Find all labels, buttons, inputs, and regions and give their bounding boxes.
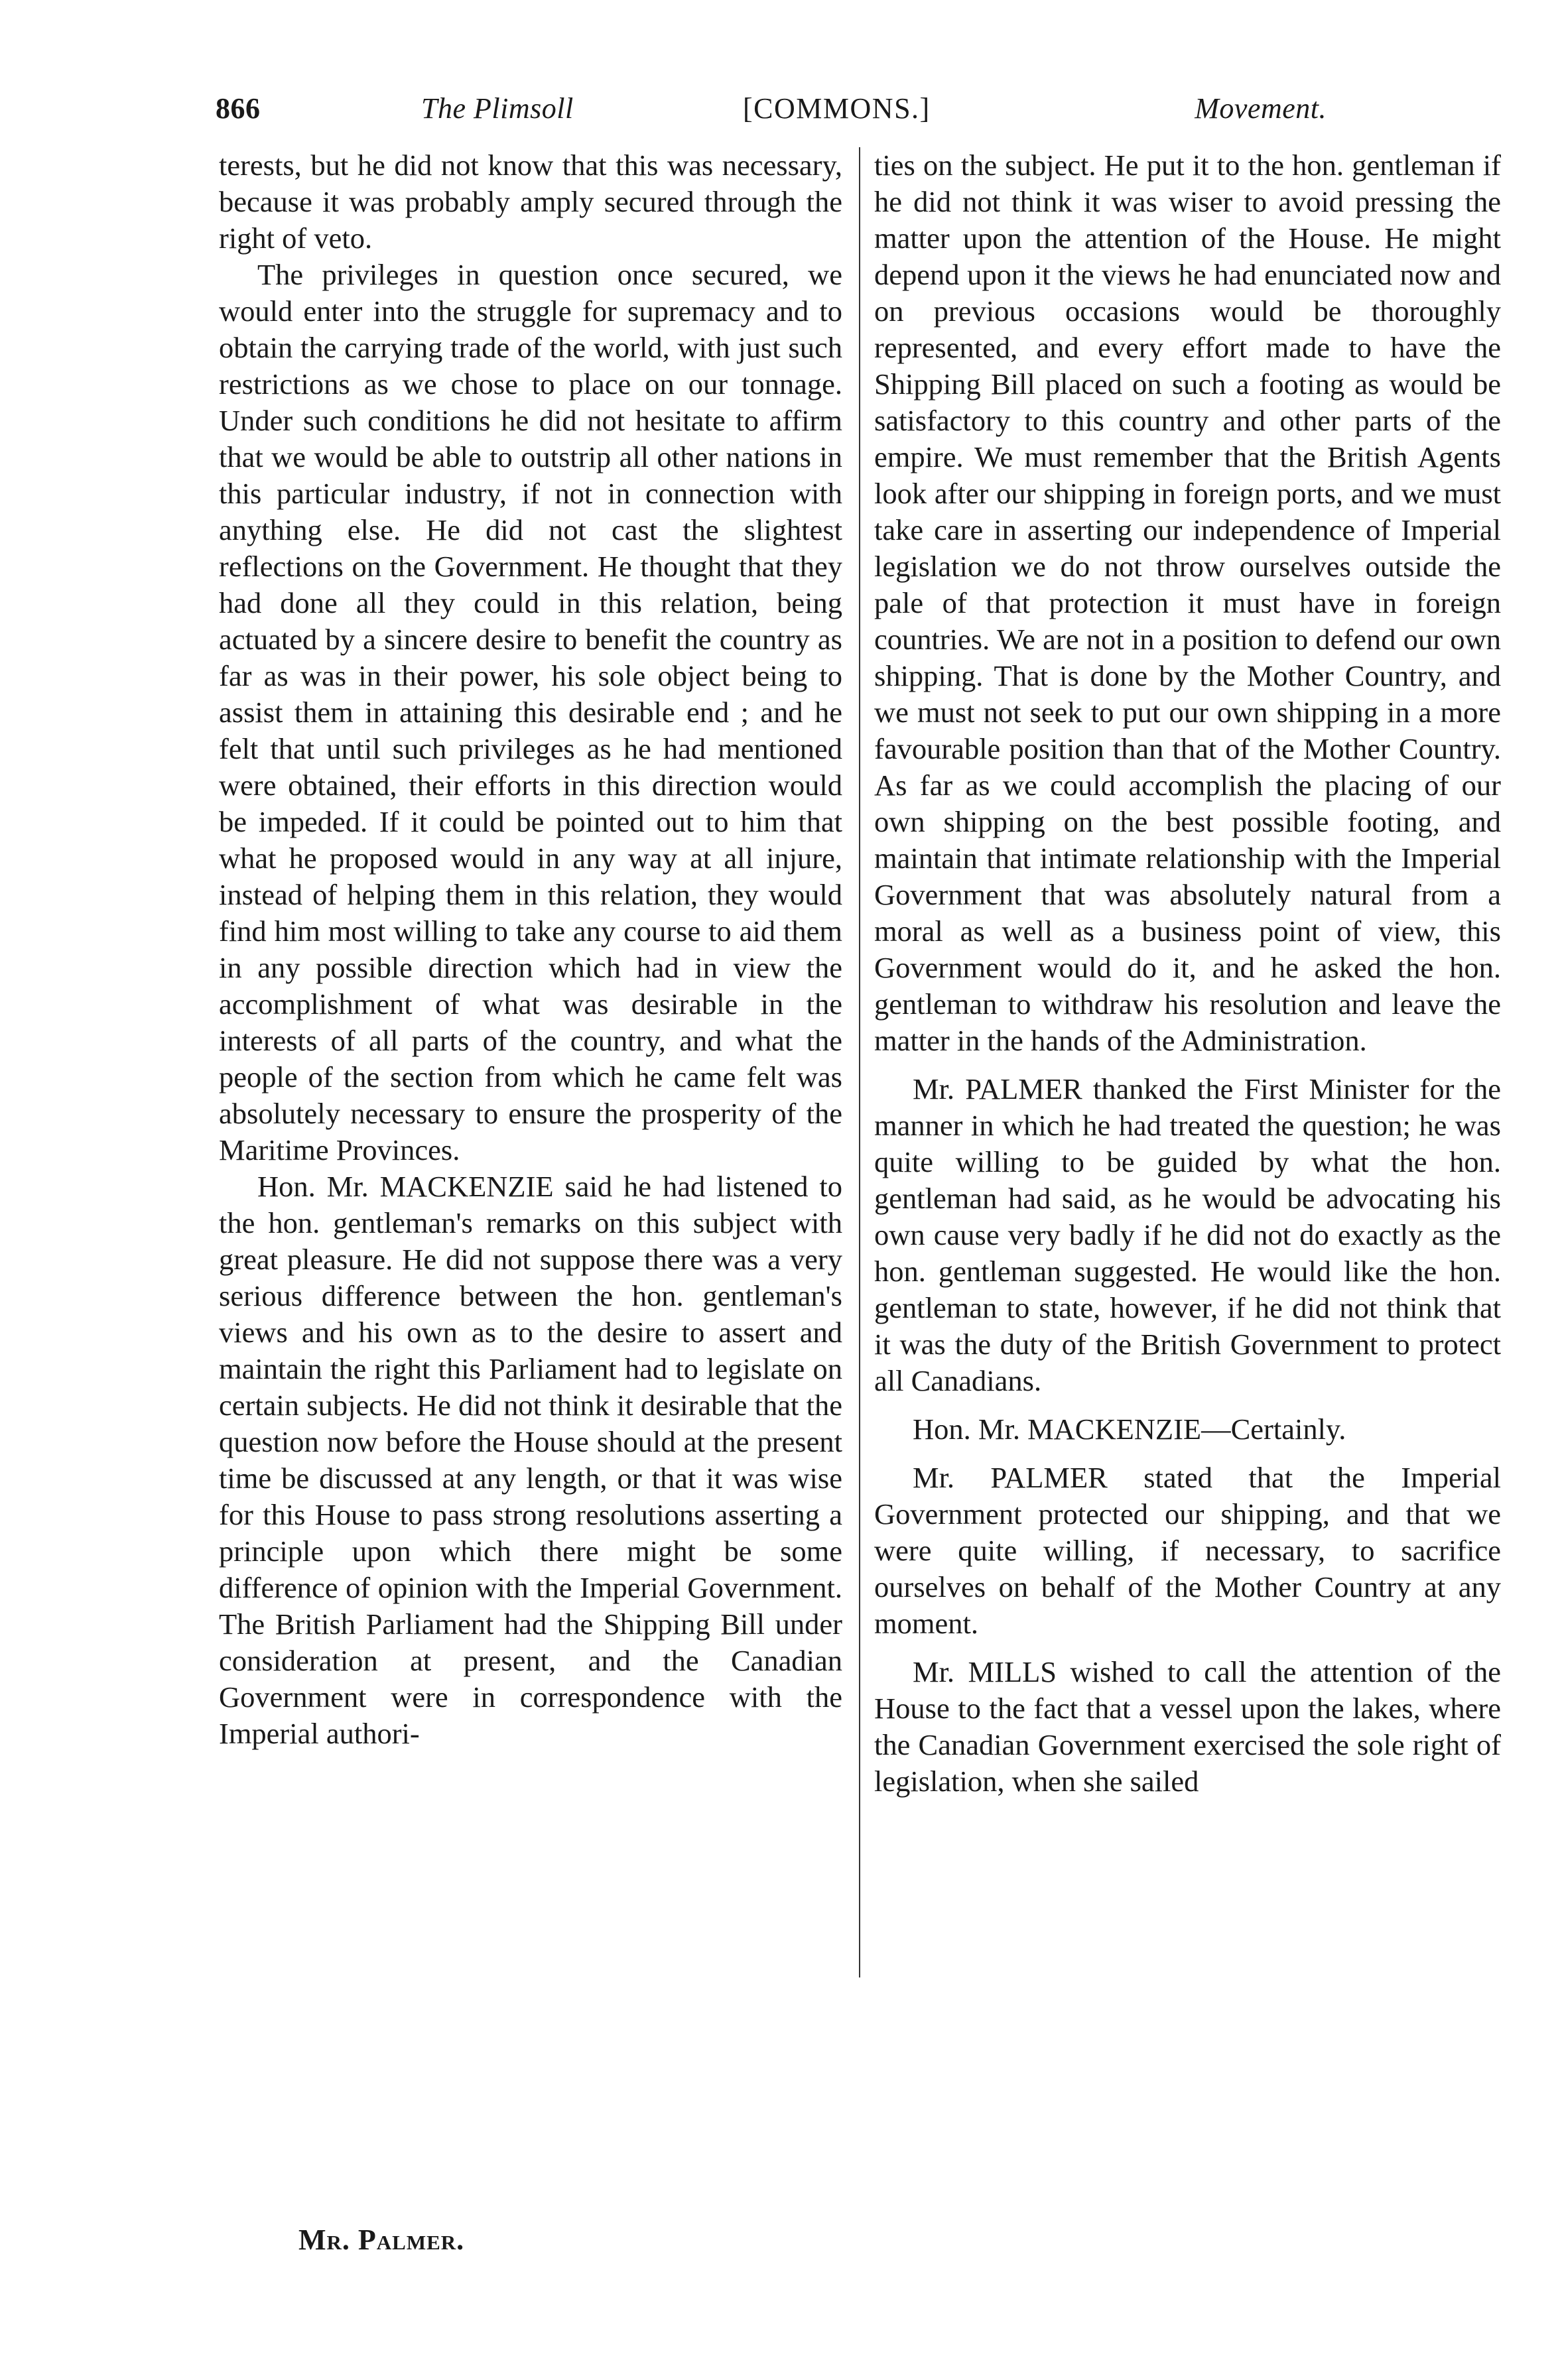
paragraph: Mr. PALMER stated that the Imperial Government protected our shipping, and that we were quite willing, if necessary, to sacrifice ourselves on behalf of the Mother Country at any moment. — [874, 1461, 1501, 1640]
running-title-right: Movement. — [1195, 92, 1327, 125]
right-column — [874, 147, 1501, 1800]
column-divider — [859, 147, 860, 1977]
paragraph: The privileges in question once secured, we would enter into the struggle for supremacy and to obtain the carrying trade of the world, with just such restrictions as we chose to place on our tonnage. Under such conditions he did not hesitate to affirm that we would be able to outstrip all other nations in this particular industry, if not in connection with anything else. He did not cast the slightest reflections on the Government. He thought that they had done all they could in this relation, being actuated by a sincere desire to benefit the country as far as was in their power, his sole object being to assist them in attaining this desirable end ; and he felt that until such privileges as he had mentioned were obtained, their efforts in this direction would be impeded. If it could be pointed out to him that what he proposed would in any way at all injure, instead of helping them in this relation, they would find him most willing to take any course to aid them in any possible direction which had in view the accomplishment of what was desirable in the interests of all parts of the country, and what the people of the section from which he came felt was absolutely necessary to ensure the prosperity of the Maritime Provinces. — [219, 258, 842, 1166]
paragraph: Hon. Mr. MACKENZIE said he had listened to the hon. gentleman's remarks on this subject with great pleasure. He did not suppose there was a very serious difference between the hon. gentleman's views and his own as to the desire to assert and maintain the right this Parliament had to legislate on certain subjects. He did not think it desirable that the question now before the House should at the present time be discussed at any length, or that it was wise for this House to pass strong resolutions asserting a principle upon which there might be some difference of opinion with the Imperial Government. The British Parliament had the Shipping Bill under consideration at present, and the Canadian Government were in correspondence with the Imperial authori- — [219, 1170, 842, 1750]
paragraph: Hon. Mr. MACKENZIE—Certainly. — [913, 1412, 1346, 1446]
paragraph: ties on the subject. He put it to the hon. gentleman if he did not think it was wiser to avoid pressing the matter upon the attention of the House. He might depend upon it the views he had enunciated now and on previous occasions would be thoroughly represented, and every effort made to have the Shipping Bill placed on such a footing as would be satisfactory to this country and other parts of the empire. We must remember that the British Agents look after our shipping in foreign ports, and we must take care in asserting our independence of Imperial legislation we do not throw ourselves outside the pale of that protection it must have in foreign countries. We are not in a position to defend our own shipping. That is done by the Mother Country, and we must not seek to put our own shipping in a more favourable position than that of the Mother Country. As far as we could accomplish the placing of our own shipping on the best possible footing, and maintain that intimate relationship with the Imperial Government that was absolutely natural from a moral as well as a business point of view, this Government would do it, and he asked the hon. gentleman to withdraw his resolution and leave the matter in the hands of the Administration. — [874, 149, 1501, 1057]
paragraph: terests, but he did not know that this was necessary, because it was probably amply secured through the right of veto. — [219, 149, 842, 255]
running-title-left: The Plimsoll — [421, 92, 574, 125]
paragraph: Mr. PALMER thanked the First Minister for the manner in which he had treated the question; he was quite willing to be guided by what the hon. gentleman had said, as he would be advocating his own cause very badly if he did not do exactly as the hon. gentleman suggested. He would like the hon. gentleman to state, however, if he did not think that it was the duty of the British Government to protect all Canadians. — [874, 1072, 1501, 1397]
footer-speaker: Mr. Palmer. — [298, 2223, 465, 2256]
house-label: [COMMONS.] — [743, 92, 931, 125]
running-header — [216, 92, 1327, 138]
page-number: 866 — [216, 92, 261, 125]
paragraph: Mr. MILLS wished to call the attention of the House to the fact that a vessel upon the lakes, where the Canadian Government exercised the sole right of legislation, when she sailed — [874, 1655, 1501, 1798]
left-column — [219, 147, 842, 1752]
